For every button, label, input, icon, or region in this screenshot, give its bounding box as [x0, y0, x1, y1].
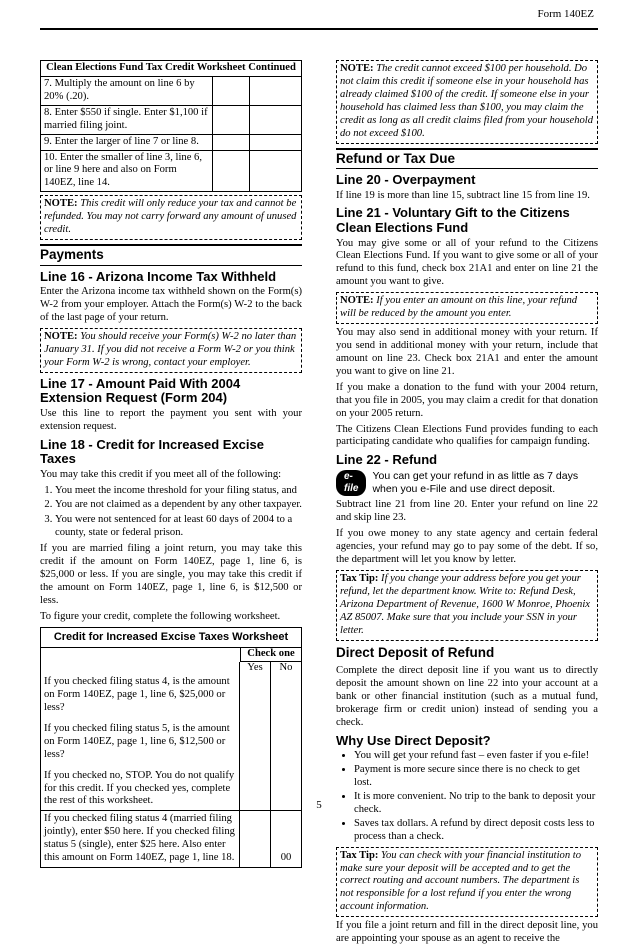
no-label: No — [279, 662, 293, 674]
stop-instruction: If you checked no, STOP. You do not qualify for this credit. If you checked yes, complete the rest of this worksheet. — [41, 764, 240, 811]
worksheet-title: Clean Elections Fund Tax Credit Worksheet Continued — [41, 61, 302, 77]
line21-text: You may give some or all of your refund to the Citizens Clean Elections Fund. If you want to give some or all of your refund to this fund, check box 21A1 and enter on line 21 the amount you want to give. — [336, 237, 598, 288]
list-item: • You will get your refund fast – even faster if you e-file! — [354, 750, 598, 763]
line21-fund-text: The Citizens Clean Elections Fund provides funding to each participating candidate who qualifies for campaign funding. — [336, 423, 598, 448]
line21-additional-text: You may also send in additional money with your return. If you send in additional money with your return, include that amount on line 23. Check box 21A1 and enter the amount you want to give on line 21. — [336, 327, 598, 377]
direct-deposit-benefits — [336, 750, 598, 843]
question-status5: If you checked filing status 5, is the amount on Form 140EZ, page 1, line 6, $12,500 or less? — [41, 717, 240, 764]
efile-callout — [336, 470, 598, 496]
note-credit-reduce: NOTE: This credit will only reduce your tax and cannot be refunded. You may not carry forward any amount of unused credit. — [40, 195, 302, 240]
line18-joint-text: If you are married filing a joint return, you may take this credit if the amount on Form 140EZ, page 1, line 6, is $25,000 or less. If you are single, you may take this credit if the amount on Form 140EZ, page 1, line 6, is $12,500 or less. — [40, 543, 302, 606]
refund-heading: Refund or Tax Due — [336, 148, 598, 169]
note-credit-limit: NOTE: The credit cannot exceed $100 per household. Do not claim this credit if someone else in your household has already claimed $100 of the credit. If someone else in your household has claimed less than $100, you may claim the credit as long as all credit claims filed from your household do not exceed $100. — [336, 60, 598, 144]
list-item: • Saves tax dollars. A refund by direct deposit costs less to process than a check. — [354, 818, 598, 844]
worksheet-row: 7. Multiply the amount on line 6 by 20% (.20). — [41, 76, 302, 105]
line22-text: Subtract line 21 from line 20. Enter your refund on line 22 and skip line 23. — [336, 499, 598, 524]
left-column — [40, 60, 302, 868]
line17-text: Use this line to report the payment you sent with your extension request. — [40, 407, 302, 432]
line16-heading: Line 16 - Arizona Income Tax Withheld — [40, 268, 277, 284]
yes-label: Yes — [240, 662, 271, 717]
clean-elections-worksheet — [40, 60, 302, 192]
line17-heading: Line 17 - Amount Paid With 2004 Extension Request (Form 204) — [40, 375, 241, 406]
worksheet-row: 8. Enter $550 if single. Enter $1,100 if married filing joint. — [41, 105, 302, 134]
joint-return-text: If you file a joint return and fill in the direct deposit line, you are appointing your spouse as an agent to receive the — [336, 920, 598, 945]
direct-deposit-text: Complete the direct deposit line if you want us to directly deposit the amount shown on line 22 into your account at a bank or other financial institution (such as a mutual fund, brokerage firm or credit union) instead of sending you a check. — [336, 665, 598, 728]
line16-text: Enter the Arizona income tax withheld shown on the Form(s) W-2 from your employer. Attach the Form(s) W-2 to the back of the last page of your return. — [40, 286, 302, 323]
list-item: • Payment is more secure since there is no check to get lost. — [354, 764, 598, 790]
direct-deposit-heading: Direct Deposit of Refund — [336, 644, 495, 660]
list-item: 2. You are not claimed as a dependent by any other taxpayer. — [55, 499, 302, 512]
excise-worksheet-title: Credit for Increased Excise Taxes Worksheet — [41, 628, 301, 648]
why-direct-deposit-heading: Why Use Direct Deposit? — [336, 732, 491, 748]
line20-heading: Line 20 - Overpayment — [336, 172, 476, 187]
line18-conditions — [40, 485, 302, 541]
tax-tip-address: Tax Tip: If you change your address before you get your refund, let the department know. Write to: Refund Desk, Arizona Department of Revenue, 1600 W Monroe, Phoenix AZ 85007. Make sure that you include your SSN in your letter. — [336, 570, 598, 641]
efile-logo: e-file — [336, 470, 366, 496]
line18-heading: Line 18 - Credit for Increased Excise Taxes — [40, 436, 264, 467]
efile-text: You can get your refund in as little as 7 days when you e-File and use direct deposit. — [372, 469, 579, 495]
cents-value: 00 — [280, 852, 292, 864]
payments-heading: Payments — [40, 244, 302, 265]
line18-worksheet-text: To figure your credit, complete the following worksheet. — [40, 610, 281, 622]
line22-debt-text: If you owe money to any state agency and certain federal agencies, your refund may go to pay some of the debt. If so, the department will let you know by letter. — [336, 528, 598, 565]
check-one-label: Check one — [241, 648, 301, 662]
right-column — [336, 60, 598, 949]
tax-tip-financial: Tax Tip: You can check with your financial institution to make sure your deposit will be accepted and to get the correct routing and account numbers. The department is not responsible for a lost refund if you enter the wrong account information. — [336, 847, 598, 918]
line18-intro: You may take this credit if you meet all of the following: — [40, 468, 282, 480]
list-item: 1. You meet the income threshold for your filing status, and — [55, 485, 302, 498]
line22-heading: Line 22 - Refund — [336, 452, 438, 468]
note-refund-reduce: NOTE: If you enter an amount on this line, your refund will be reduced by the amount you enter. — [336, 292, 598, 324]
excise-worksheet — [40, 627, 302, 868]
worksheet-row: 10. Enter the smaller of line 3, line 6, or line 9 here and also on Form 140EZ, line 14. — [41, 150, 302, 192]
line21-heading: Line 21 - Voluntary Gift to the Citizens Clean Elections Fund — [336, 205, 570, 236]
question-status4: If you checked filing status 4, is the amount on Form 140EZ, page 1, line 6, $25,000 or less? — [41, 662, 240, 717]
line20-text: If line 19 is more than line 15, subtract line 15 from line 19. — [336, 189, 590, 201]
form-header: Form 140EZ — [537, 8, 594, 20]
note-w2: NOTE: You should receive your Form(s) W-2 no later than January 31. If you did not receive a Form W-2 or you think your Form W-2 is wrong, contact your employer. — [40, 328, 302, 373]
line21-donation-text: If you make a donation to the fund with your 2004 return, that you file in 2005, you may claim a credit for that donation on your 2005 return. — [336, 381, 598, 419]
list-item: • It is more convenient. No trip to the bank to deposit your check. — [354, 791, 598, 817]
page-number: 5 — [316, 798, 322, 811]
top-rule — [40, 28, 598, 30]
worksheet-row: 9. Enter the larger of line 7 or line 8. — [41, 134, 302, 150]
list-item: 3. You were not sentenced for at least 60 days of 2004 to a county, state or federal prison. — [55, 514, 302, 540]
enter-amount-instruction: If you checked filing status 4 (married filing jointly), enter $50 here. If you checked filing status 5 (single), enter $25 here. Also enter this amount on Form 140EZ, page 1, line 18. — [41, 811, 240, 867]
